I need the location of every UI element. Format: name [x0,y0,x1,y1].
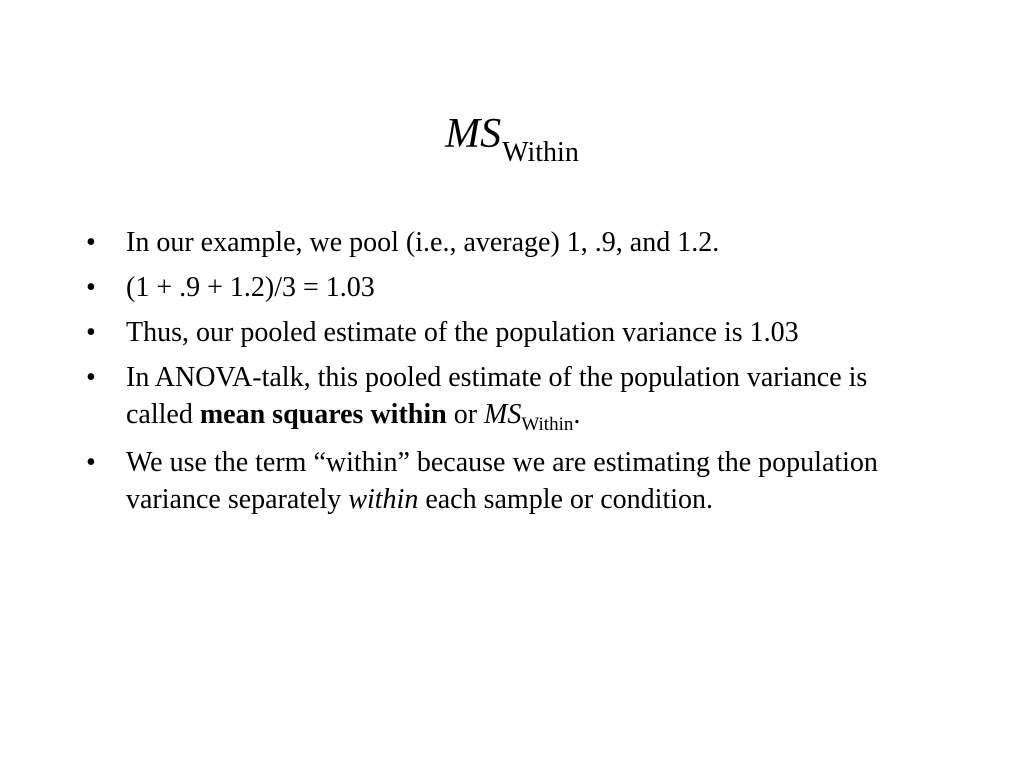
bullet-item [86,444,916,518]
bullet-dot: • [86,447,96,478]
title-subscript: Within [502,137,579,168]
bullet-item [86,269,916,306]
bullet-text: In our example, we pool (i.e., average) 1, .9, and 1.2. [126,227,720,258]
bullet-dot: • [86,362,96,393]
ms-subscript: Within [521,414,574,435]
bullet-dot: • [86,272,96,303]
bullet-dot: • [86,227,96,258]
bullet-text [126,359,916,436]
bullet-text-prefix: In ANOVA-talk, this pooled estimate of the population variance is called [126,362,868,430]
bullet-list [86,224,916,526]
bold-term: mean squares within [199,399,447,430]
bullet-item [86,314,916,351]
bullet-text: (1 + .9 + 1.2)/3 = 1.03 [126,272,375,303]
italic-term: within [348,484,419,515]
slide-title [0,108,1024,168]
bullet-text-suffix: each sample or condition. [418,484,714,515]
bullet-text-prefix: We use the term “within” because we are estimating the population variance separately [126,447,878,515]
bullet-text-middle: or [446,399,485,430]
bullet-text-suffix: . [573,399,581,430]
bullet-text: Thus, our pooled estimate of the population variance is 1.03 [126,317,799,348]
bullet-text [126,444,916,518]
bullet-dot: • [86,317,96,348]
bullet-item [86,224,916,261]
bullet-item [86,359,916,436]
title-ms: MS [445,111,502,157]
ms-symbol: MS [484,399,522,430]
